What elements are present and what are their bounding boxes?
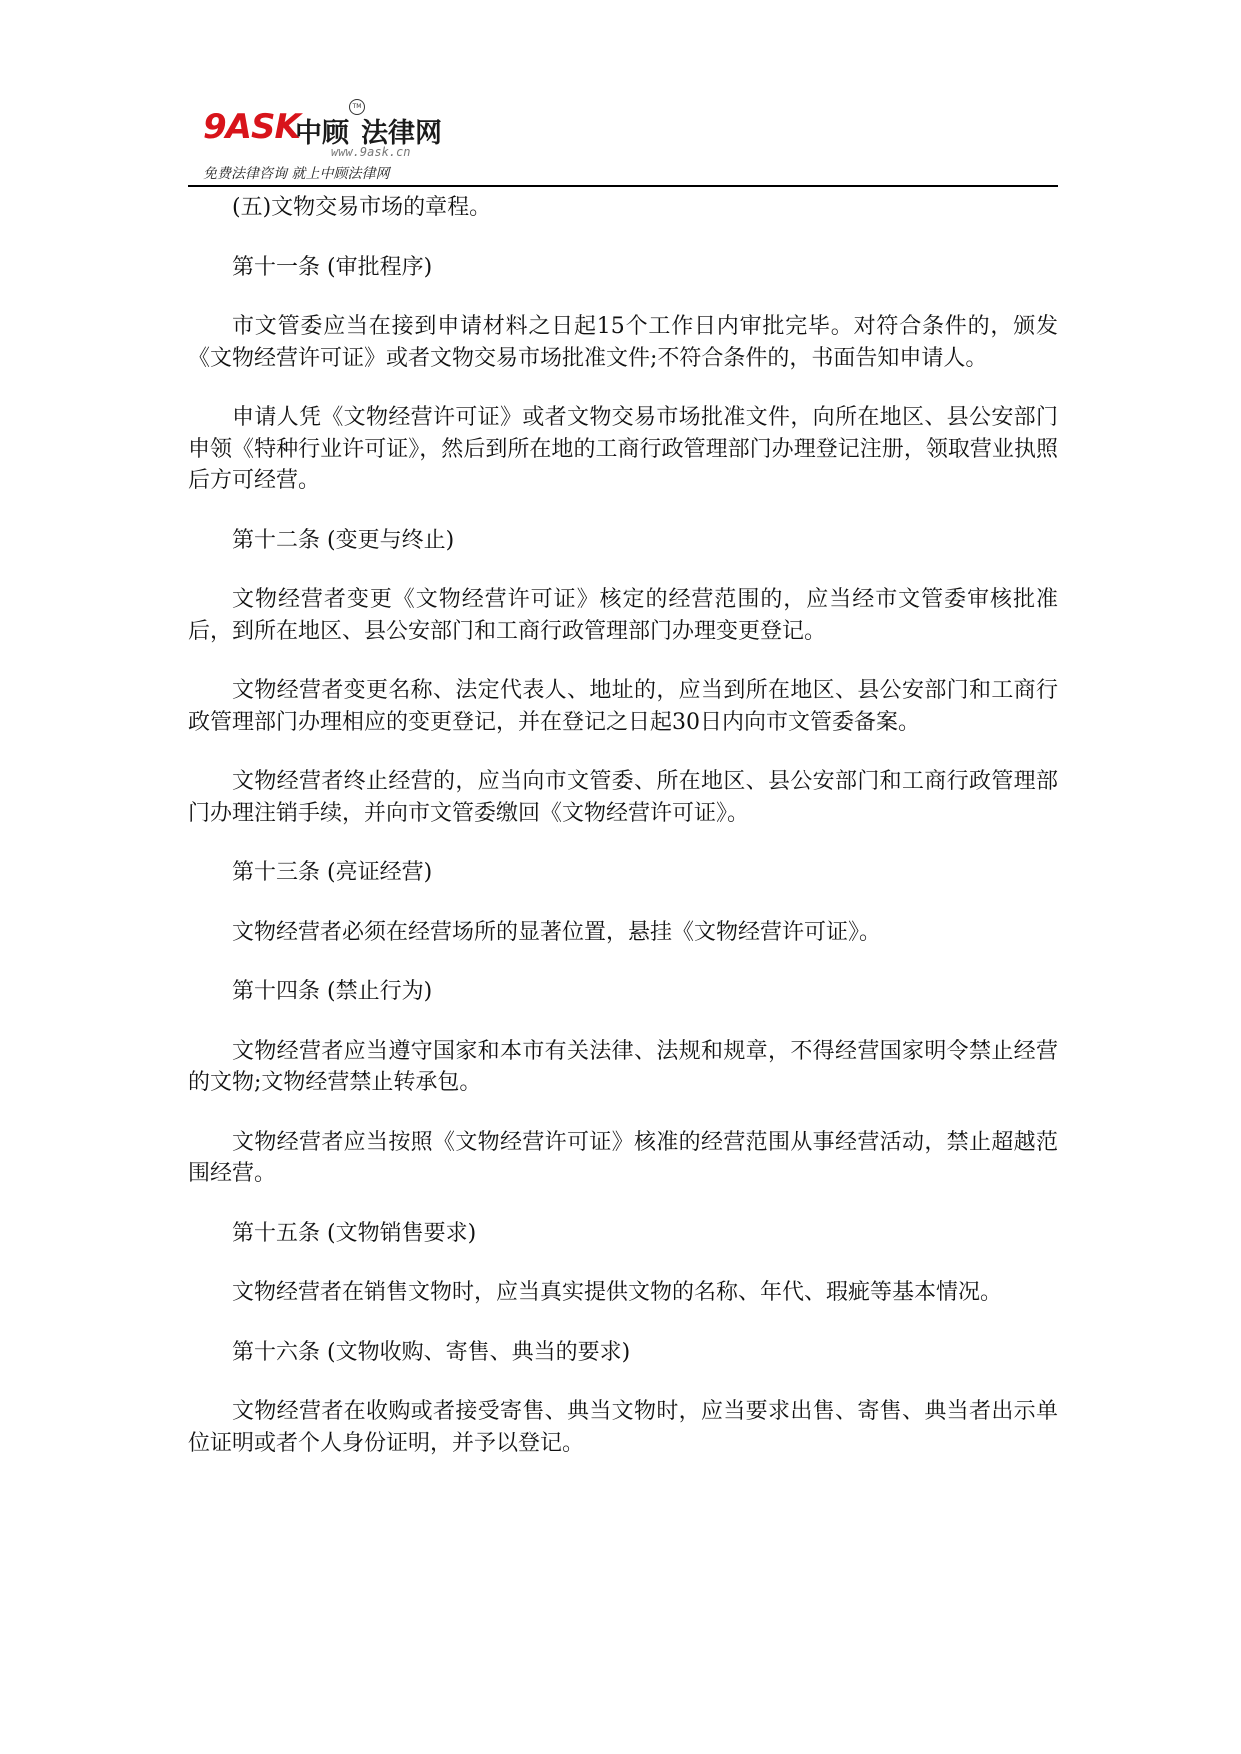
article-16-heading: 第十六条 (文物收购、寄售、典当的要求)	[232, 1339, 631, 1365]
trademark-icon: TM	[349, 99, 365, 115]
document-body	[188, 192, 1058, 1487]
article-14-heading: 第十四条 (禁止行为)	[232, 979, 433, 1004]
article-12-paragraph-2: 文物经营者变更名称、法定代表人、地址的，应当到所在地区、县公安部门和工商行政管理部门办理相应的变更登记，并在登记之日起30日内向市文管委备案。	[188, 678, 1058, 735]
article-11-heading: 第十一条 (审批程序)	[232, 254, 433, 280]
logo-zhonggu: 中顾	[295, 118, 349, 149]
article-14-paragraph-2: 文物经营者应当按照《文物经营许可证》核准的经营范围从事经营活动，禁止超越范围经营。	[188, 1129, 1058, 1186]
logo-url: www.9ask.cn	[331, 145, 411, 159]
article-11-paragraph-1: 市文管委应当在接到申请材料之日起15个工作日内审批完毕。对符合条件的，颁发《文物经营许可证》或者文物交易市场批准文件;不符合条件的，书面告知申请人。	[188, 314, 1058, 371]
site-logo[interactable]	[203, 103, 463, 183]
page-header	[188, 95, 1058, 187]
article-12-heading: 第十二条 (变更与终止)	[232, 527, 455, 553]
article-15-heading: 第十五条 (文物销售要求)	[232, 1220, 477, 1246]
article-13-paragraph-1: 文物经营者必须在经营场所的显著位置，悬挂《文物经营许可证》。	[232, 919, 882, 945]
article-12-paragraph-1: 文物经营者变更《文物经营许可证》核定的经营范围的，应当经市文管委审核批准后，到所在地区、县公安部门和工商行政管理部门办理变更登记。	[188, 587, 1058, 644]
clause-item-5: (五)文物交易市场的章程。	[232, 195, 492, 220]
article-16-paragraph-1: 文物经营者在收购或者接受寄售、典当文物时，应当要求出售、寄售、典当者出示单位证明或者个人身份证明，并予以登记。	[188, 1399, 1058, 1456]
header-slogan: 免费法律咨询 就上中顾法律网	[203, 166, 390, 182]
logo-law-net: 法律网	[361, 118, 442, 149]
article-13-heading: 第十三条 (亮证经营)	[232, 860, 433, 885]
article-15-paragraph-1: 文物经营者在销售文物时，应当真实提供文物的名称、年代、瑕疵等基本情况。	[232, 1280, 1003, 1305]
article-12-paragraph-3: 文物经营者终止经营的，应当向市文管委、所在地区、县公安部门和工商行政管理部门办理注销手续，并向市文管委缴回《文物经营许可证》。	[188, 769, 1058, 826]
article-14-paragraph-1: 文物经营者应当遵守国家和本市有关法律、法规和规章，不得经营国家明令禁止经营的文物;文物经营禁止转承包。	[188, 1038, 1058, 1095]
article-11-paragraph-2: 申请人凭《文物经营许可证》或者文物交易市场批准文件，向所在地区、县公安部门申领《特种行业许可证》，然后到所在地的工商行政管理部门办理登记注册，领取营业执照后方可经营。	[188, 405, 1058, 493]
logo-9ask: 9ASK	[203, 107, 300, 147]
header-divider	[188, 185, 1058, 187]
